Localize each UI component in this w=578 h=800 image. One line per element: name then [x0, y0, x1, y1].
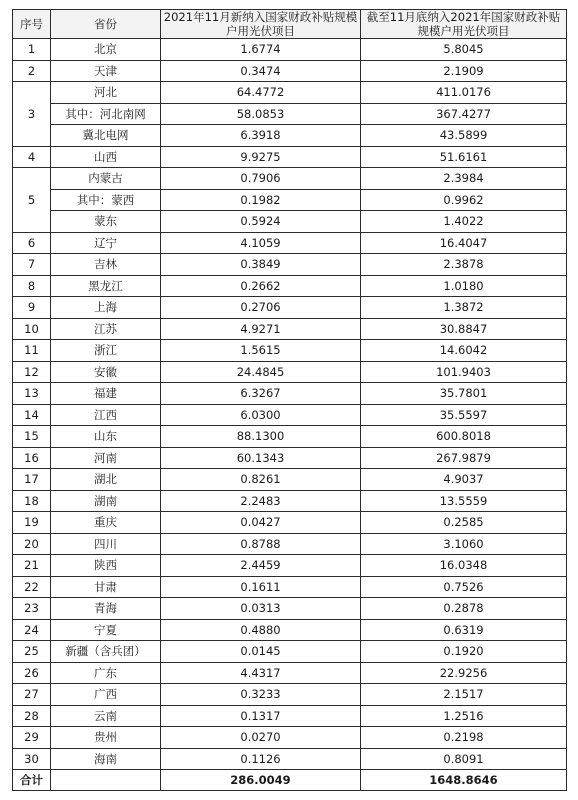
total-row	[13, 770, 567, 791]
header-province: 省份	[51, 10, 161, 39]
cell-seq: 9	[13, 297, 51, 319]
cell-new-nov: 0.8788	[161, 533, 361, 555]
total-province-empty	[51, 770, 161, 791]
cell-cumulative: 16.4047	[361, 232, 567, 254]
cell-new-nov: 88.1300	[161, 426, 361, 448]
table-body	[13, 39, 567, 770]
cell-seq: 7	[13, 254, 51, 276]
cell-province: 四川	[51, 533, 161, 555]
cell-province: 湖北	[51, 469, 161, 491]
cell-province: 内蒙古	[51, 168, 161, 190]
cell-cumulative: 5.8045	[361, 39, 567, 61]
cell-new-nov: 0.1126	[161, 748, 361, 770]
table-row	[13, 254, 567, 276]
table-row	[13, 189, 567, 211]
table-row	[13, 490, 567, 512]
cell-seq: 23	[13, 598, 51, 620]
cell-seq: 24	[13, 619, 51, 641]
cell-new-nov: 0.0145	[161, 641, 361, 663]
total-new-nov: 286.0049	[161, 770, 361, 791]
cell-new-nov: 0.8261	[161, 469, 361, 491]
cell-cumulative: 0.2878	[361, 598, 567, 620]
table-row	[13, 641, 567, 663]
cell-province: 山东	[51, 426, 161, 448]
cell-cumulative: 2.1517	[361, 684, 567, 706]
cell-new-nov: 0.1611	[161, 576, 361, 598]
cell-province: 其中：河北南网	[51, 103, 161, 125]
cell-new-nov: 4.9271	[161, 318, 361, 340]
pv-subsidy-table	[12, 9, 567, 791]
cell-new-nov: 6.0300	[161, 404, 361, 426]
total-label: 合计	[13, 770, 51, 791]
header-cumulative: 截至11月底纳入2021年国家财政补贴规模户用光伏项目	[361, 10, 567, 39]
cell-cumulative: 411.0176	[361, 82, 567, 104]
cell-province: 湖南	[51, 490, 161, 512]
cell-cumulative: 1.2516	[361, 705, 567, 727]
cell-new-nov: 0.3233	[161, 684, 361, 706]
table-row	[13, 404, 567, 426]
header-row	[13, 10, 567, 39]
cell-new-nov: 0.4880	[161, 619, 361, 641]
cell-cumulative: 0.6319	[361, 619, 567, 641]
table-row	[13, 727, 567, 749]
cell-cumulative: 1.0180	[361, 275, 567, 297]
header-new-nov: 2021年11月新纳入国家财政补贴规模户用光伏项目	[161, 10, 361, 39]
cell-cumulative: 2.3984	[361, 168, 567, 190]
cell-cumulative: 13.5559	[361, 490, 567, 512]
cell-province: 其中：蒙西	[51, 189, 161, 211]
cell-new-nov: 2.2483	[161, 490, 361, 512]
cell-province: 甘肃	[51, 576, 161, 598]
table-row	[13, 533, 567, 555]
cell-cumulative: 0.2198	[361, 727, 567, 749]
cell-seq: 28	[13, 705, 51, 727]
table-row	[13, 318, 567, 340]
cell-new-nov: 0.0313	[161, 598, 361, 620]
cell-seq: 3	[13, 82, 51, 147]
table-row	[13, 512, 567, 534]
table-row	[13, 469, 567, 491]
table-row	[13, 211, 567, 233]
cell-province: 海南	[51, 748, 161, 770]
cell-new-nov: 1.5615	[161, 340, 361, 362]
cell-cumulative: 51.6161	[361, 146, 567, 168]
cell-province: 重庆	[51, 512, 161, 534]
cell-province: 蒙东	[51, 211, 161, 233]
cell-seq: 14	[13, 404, 51, 426]
cell-province: 上海	[51, 297, 161, 319]
cell-seq: 10	[13, 318, 51, 340]
cell-cumulative: 1.3872	[361, 297, 567, 319]
cell-new-nov: 0.0270	[161, 727, 361, 749]
cell-new-nov: 6.3918	[161, 125, 361, 147]
cell-province: 吉林	[51, 254, 161, 276]
cell-seq: 29	[13, 727, 51, 749]
cell-seq: 30	[13, 748, 51, 770]
cell-new-nov: 0.5924	[161, 211, 361, 233]
cell-seq: 5	[13, 168, 51, 233]
cell-province: 宁夏	[51, 619, 161, 641]
cell-seq: 22	[13, 576, 51, 598]
table-row	[13, 748, 567, 770]
cell-province: 山西	[51, 146, 161, 168]
cell-province: 广西	[51, 684, 161, 706]
table-row	[13, 60, 567, 82]
table-row	[13, 619, 567, 641]
cell-cumulative: 0.8091	[361, 748, 567, 770]
table-row	[13, 684, 567, 706]
cell-cumulative: 101.9403	[361, 361, 567, 383]
cell-cumulative: 16.0348	[361, 555, 567, 577]
cell-cumulative: 1.4022	[361, 211, 567, 233]
cell-province: 北京	[51, 39, 161, 61]
cell-new-nov: 0.2706	[161, 297, 361, 319]
cell-province: 安徽	[51, 361, 161, 383]
cell-cumulative: 2.3878	[361, 254, 567, 276]
table-row	[13, 125, 567, 147]
cell-new-nov: 4.1059	[161, 232, 361, 254]
table-row	[13, 297, 567, 319]
cell-cumulative: 35.5597	[361, 404, 567, 426]
cell-seq: 18	[13, 490, 51, 512]
cell-seq: 16	[13, 447, 51, 469]
table-row	[13, 705, 567, 727]
cell-new-nov: 0.7906	[161, 168, 361, 190]
cell-cumulative: 267.9879	[361, 447, 567, 469]
cell-cumulative: 367.4277	[361, 103, 567, 125]
cell-cumulative: 43.5899	[361, 125, 567, 147]
cell-seq: 13	[13, 383, 51, 405]
cell-new-nov: 64.4772	[161, 82, 361, 104]
cell-province: 广东	[51, 662, 161, 684]
cell-new-nov: 0.2662	[161, 275, 361, 297]
cell-new-nov: 0.1317	[161, 705, 361, 727]
cell-province: 云南	[51, 705, 161, 727]
table-row	[13, 168, 567, 190]
cell-cumulative: 35.7801	[361, 383, 567, 405]
table-row	[13, 232, 567, 254]
cell-new-nov: 0.0427	[161, 512, 361, 534]
cell-new-nov: 0.3849	[161, 254, 361, 276]
cell-seq: 11	[13, 340, 51, 362]
table-row	[13, 426, 567, 448]
cell-new-nov: 4.4317	[161, 662, 361, 684]
cell-seq: 8	[13, 275, 51, 297]
cell-cumulative: 0.2585	[361, 512, 567, 534]
cell-new-nov: 9.9275	[161, 146, 361, 168]
table-row	[13, 383, 567, 405]
table-row	[13, 662, 567, 684]
cell-province: 冀北电网	[51, 125, 161, 147]
table-row	[13, 576, 567, 598]
cell-province: 浙江	[51, 340, 161, 362]
table-row	[13, 82, 567, 104]
table-row	[13, 361, 567, 383]
cell-cumulative: 14.6042	[361, 340, 567, 362]
cell-cumulative: 30.8847	[361, 318, 567, 340]
cell-new-nov: 58.0853	[161, 103, 361, 125]
cell-seq: 19	[13, 512, 51, 534]
table-row	[13, 598, 567, 620]
table-row	[13, 275, 567, 297]
cell-province: 黑龙江	[51, 275, 161, 297]
cell-seq: 27	[13, 684, 51, 706]
cell-seq: 4	[13, 146, 51, 168]
cell-new-nov: 2.4459	[161, 555, 361, 577]
table-row	[13, 555, 567, 577]
cell-province: 青海	[51, 598, 161, 620]
cell-cumulative: 22.9256	[361, 662, 567, 684]
cell-cumulative: 2.1909	[361, 60, 567, 82]
cell-new-nov: 60.1343	[161, 447, 361, 469]
cell-province: 陕西	[51, 555, 161, 577]
cell-province: 辽宁	[51, 232, 161, 254]
cell-province: 江苏	[51, 318, 161, 340]
cell-seq: 25	[13, 641, 51, 663]
table-row	[13, 340, 567, 362]
cell-new-nov: 1.6774	[161, 39, 361, 61]
cell-province: 贵州	[51, 727, 161, 749]
total-cumulative: 1648.8646	[361, 770, 567, 791]
cell-seq: 1	[13, 39, 51, 61]
cell-new-nov: 24.4845	[161, 361, 361, 383]
cell-new-nov: 6.3267	[161, 383, 361, 405]
cell-new-nov: 0.1982	[161, 189, 361, 211]
cell-seq: 17	[13, 469, 51, 491]
table-footer	[13, 770, 567, 791]
table-row	[13, 447, 567, 469]
cell-new-nov: 0.3474	[161, 60, 361, 82]
cell-seq: 21	[13, 555, 51, 577]
table-header	[13, 10, 567, 39]
cell-province: 福建	[51, 383, 161, 405]
cell-cumulative: 4.9037	[361, 469, 567, 491]
cell-cumulative: 600.8018	[361, 426, 567, 448]
cell-cumulative: 3.1060	[361, 533, 567, 555]
cell-cumulative: 0.1920	[361, 641, 567, 663]
cell-cumulative: 0.7526	[361, 576, 567, 598]
table-row	[13, 146, 567, 168]
cell-province: 河北	[51, 82, 161, 104]
cell-seq: 26	[13, 662, 51, 684]
cell-province: 天津	[51, 60, 161, 82]
cell-cumulative: 0.9962	[361, 189, 567, 211]
cell-seq: 6	[13, 232, 51, 254]
cell-seq: 20	[13, 533, 51, 555]
cell-seq: 2	[13, 60, 51, 82]
cell-seq: 12	[13, 361, 51, 383]
table-row	[13, 39, 567, 61]
cell-province: 江西	[51, 404, 161, 426]
header-seq: 序号	[13, 10, 51, 39]
table-row	[13, 103, 567, 125]
cell-seq: 15	[13, 426, 51, 448]
cell-province: 河南	[51, 447, 161, 469]
cell-province: 新疆（含兵团）	[51, 641, 161, 663]
